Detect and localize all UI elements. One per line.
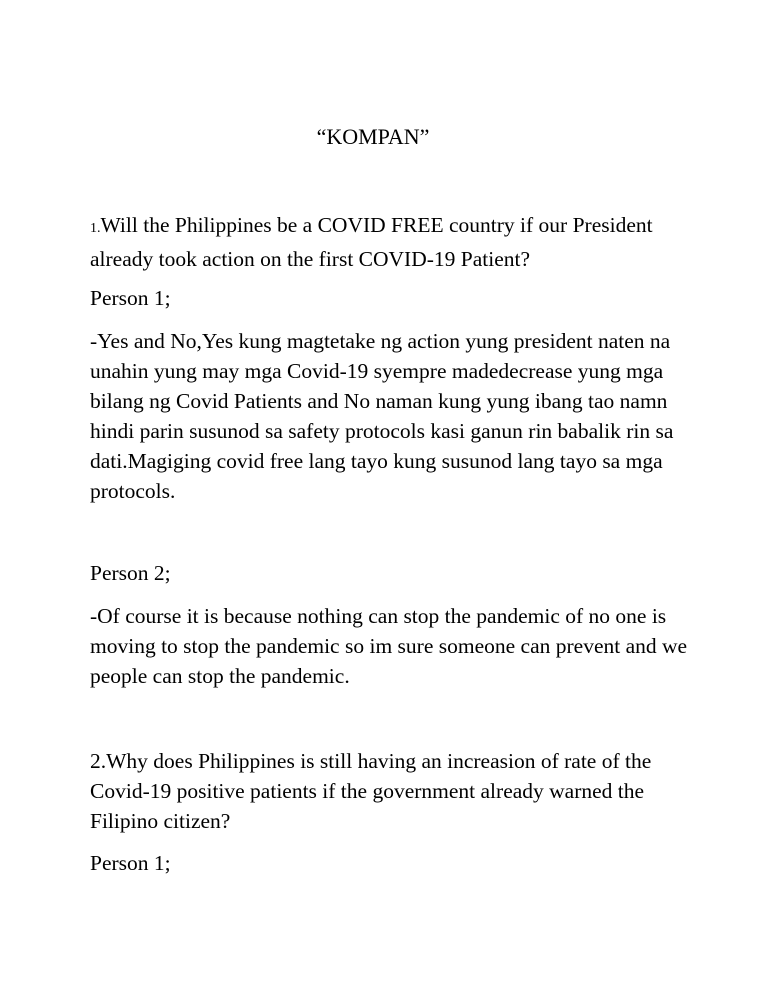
- question-1-person-2-answer: -Of course it is because nothing can stop the pandemic of no one is moving to stop the pandemic so im sure someone can prevent and we people can stop the pandemic.: [90, 604, 688, 688]
- question-2: [90, 746, 690, 836]
- question-1-person-1-label: Person 1;: [90, 286, 171, 310]
- question-1-person-2-label: Person 2;: [90, 561, 171, 585]
- question-2-person-1-label: Person 1;: [90, 851, 171, 875]
- document-title: “KOMPAN”: [316, 124, 430, 149]
- question-1-text: Will the Philippines be a COVID FREE country if our President already took action on the first COVID-19 Patient?: [90, 213, 653, 271]
- question-1-person-1-answer: -Yes and No,Yes kung magtetake ng action yung president naten na unahin yung may mga Covid-19 syempre madedecrease yung mga bilang ng Covid Patients and No naman kung yung ibang tao namn hindi parin susunod sa safety protocols kasi ganun rin babalik rin sa dati.Magiging covid free lang tayo kung susunod lang tayo sa mga protocols.: [90, 329, 674, 503]
- question-1: [90, 210, 690, 274]
- question-2-number: 2.: [90, 749, 107, 773]
- question-1-number: 1.: [90, 221, 101, 236]
- question-2-text: Why does Philippines is still having an increasion of rate of the Covid-19 positive patients if the government already warned the Filipino citizen?: [90, 749, 652, 833]
